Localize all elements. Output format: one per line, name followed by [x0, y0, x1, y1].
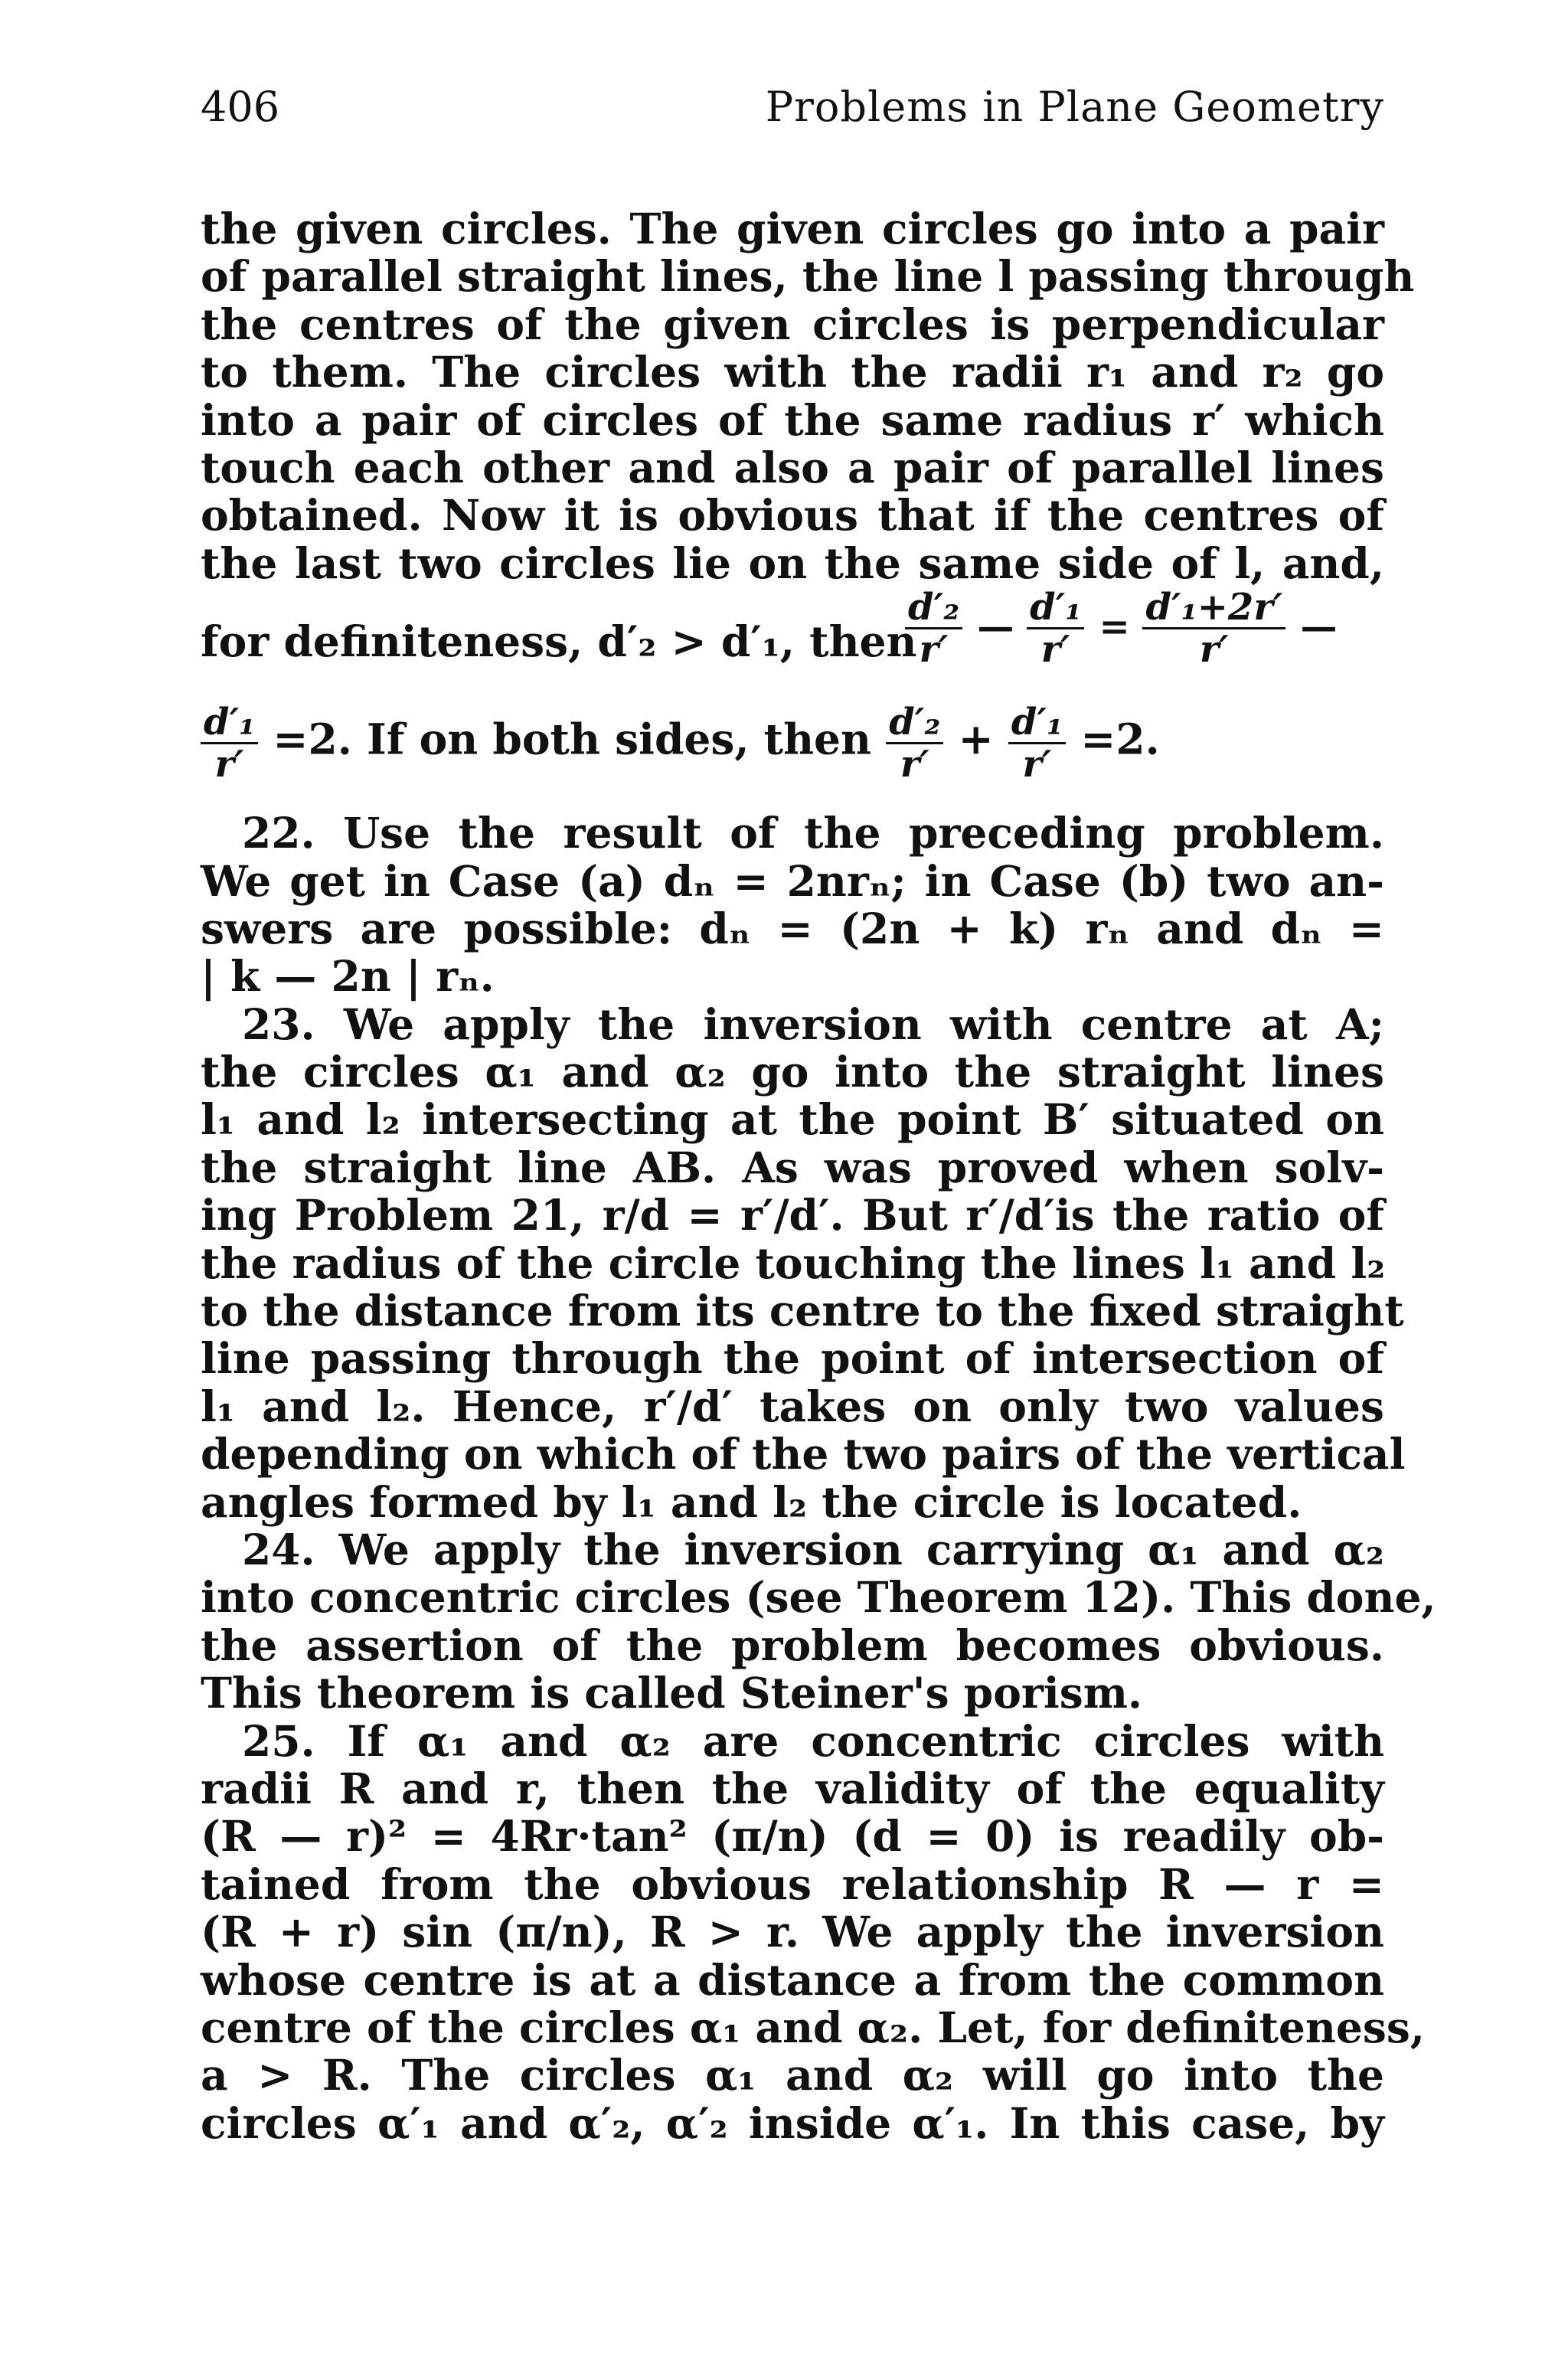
- text-line: We get in Case (a) dₙ = 2nrₙ; in Case (b) two an-: [201, 855, 1384, 906]
- text-line: angles formed by l₁ and l₂ the circle is located.: [201, 1476, 1302, 1527]
- text-line: l₁ and l₂ intersecting at the point B′ situated on: [201, 1094, 1384, 1145]
- fraction-denominator: r′: [1040, 628, 1070, 672]
- fraction-denominator: r′: [900, 743, 929, 786]
- page-number: 406: [201, 83, 280, 131]
- text-line: 24. We apply the inversion carrying α₁ and α₂: [242, 1524, 1384, 1574]
- text-line: This theorem is called Steiner's porism.: [201, 1668, 1143, 1718]
- fraction-denominator: r′: [1199, 628, 1229, 672]
- text-line: 22. Use the result of the preceding problem.: [242, 808, 1384, 858]
- text-line: line passing through the point of intersection of: [201, 1333, 1384, 1384]
- text-line: the centres of the given circles is perpendicular: [201, 299, 1384, 349]
- text-line: of parallel straight lines, the line l passing through: [201, 251, 1415, 302]
- text-line: (R + r) sin (π/n), R > r. We apply the inversion: [201, 1907, 1384, 1957]
- text-line: 23. We apply the inversion with centre at A;: [242, 999, 1384, 1049]
- fraction-numerator: d′₁+2r′: [1142, 587, 1285, 629]
- text-line: the circles α₁ and α₂ go into the straight lines: [201, 1047, 1384, 1097]
- text-line: whose centre is at a distance a from the common: [201, 1954, 1384, 2005]
- text-line: radii R and r, then the validity of the equality: [201, 1763, 1384, 1813]
- text-line: 25. If α₁ and α₂ are concentric circles with: [242, 1715, 1384, 1766]
- formula-text: =2.: [1080, 714, 1160, 764]
- text-line: circles α′₁ and α′₂, α′₂ inside α′₁. In this case, by: [201, 2097, 1384, 2148]
- text-line: the last two circles lie on the same side of l, and,: [201, 538, 1384, 588]
- fraction-numerator: d′₁: [201, 702, 258, 744]
- text-line: swers are possible: dₙ = (2n + k) rₙ and dₙ =: [201, 903, 1384, 953]
- fraction-numerator: d′₁: [1008, 702, 1066, 744]
- formula-text: =2. If on both sides, then: [273, 714, 872, 764]
- text-line: a > R. The circles α₁ and α₂ will go into the: [201, 2050, 1384, 2100]
- text-line: centre of the circles α₁ and α₂. Let, for definiteness,: [201, 2002, 1425, 2052]
- text-line: tained from the obvious relationship R — r =: [201, 1859, 1384, 1909]
- text-line: into concentric circles (see Theorem 12). This done,: [201, 1572, 1436, 1623]
- text-line: into a pair of circles of the same radius r′ which: [201, 394, 1384, 445]
- text-line: the straight line AB. As was proved when solv-: [201, 1142, 1384, 1192]
- formula-text: for definiteness, d′₂ > d′₁, then: [201, 616, 917, 667]
- running-title: Problems in Plane Geometry: [765, 83, 1384, 131]
- text-line: to the distance from its centre to the fixed straight: [201, 1286, 1404, 1336]
- formula-line: [201, 702, 1384, 809]
- text-line: the radius of the circle touching the lines l₁ and l₂: [201, 1237, 1386, 1288]
- running-header: [201, 77, 1384, 138]
- fraction-numerator: d′₂: [905, 587, 962, 629]
- fraction-numerator: d′₁: [1027, 587, 1084, 629]
- fraction-denominator: r′: [919, 628, 949, 672]
- text-line: the assertion of the problem becomes obvious.: [201, 1620, 1384, 1670]
- fraction-denominator: r′: [1022, 743, 1052, 786]
- text-line: depending on which of the two pairs of the vertical: [201, 1429, 1406, 1479]
- text-body: [201, 204, 1436, 2148]
- text-line: (R — r)² = 4Rr·tan² (π/n) (d = 0) is readily ob-: [201, 1811, 1384, 1862]
- fraction: $\frac{\text{d′₂}}{r'}$ — $\frac{\text{d′₁}}{r'}$ = $\frac{\text{d′₁+2r′}}{r'}$ —: [905, 587, 1337, 669]
- text-line: touch each other and also a pair of parallel lines: [201, 442, 1384, 492]
- text-line: the given circles. The given circles go into a pair: [201, 204, 1384, 253]
- formula-line: [201, 587, 1384, 702]
- fraction-denominator: r′: [214, 743, 244, 786]
- text-line: ing Problem 21, r/d = r′/d′. But r′/d′is the ratio of: [201, 1190, 1384, 1241]
- text-line: | k — 2n | rₙ.: [201, 951, 495, 1002]
- text-line: l₁ and l₂. Hence, r′/d′ takes on only two values: [201, 1381, 1384, 1431]
- text-line: obtained. Now it is obvious that if the centres of: [201, 490, 1384, 541]
- fraction-numerator: d′₂: [886, 702, 943, 744]
- fraction: $\frac{\text{d′₁}}{r'}$ =2. If on both sides, then $\frac{\text{d′₂}}{r'}$ + $\frac{\text{d′₁}}{r'}$ =2.: [201, 702, 1160, 784]
- text-line: to them. The circles with the radii r₁ and r₂ go: [201, 347, 1384, 397]
